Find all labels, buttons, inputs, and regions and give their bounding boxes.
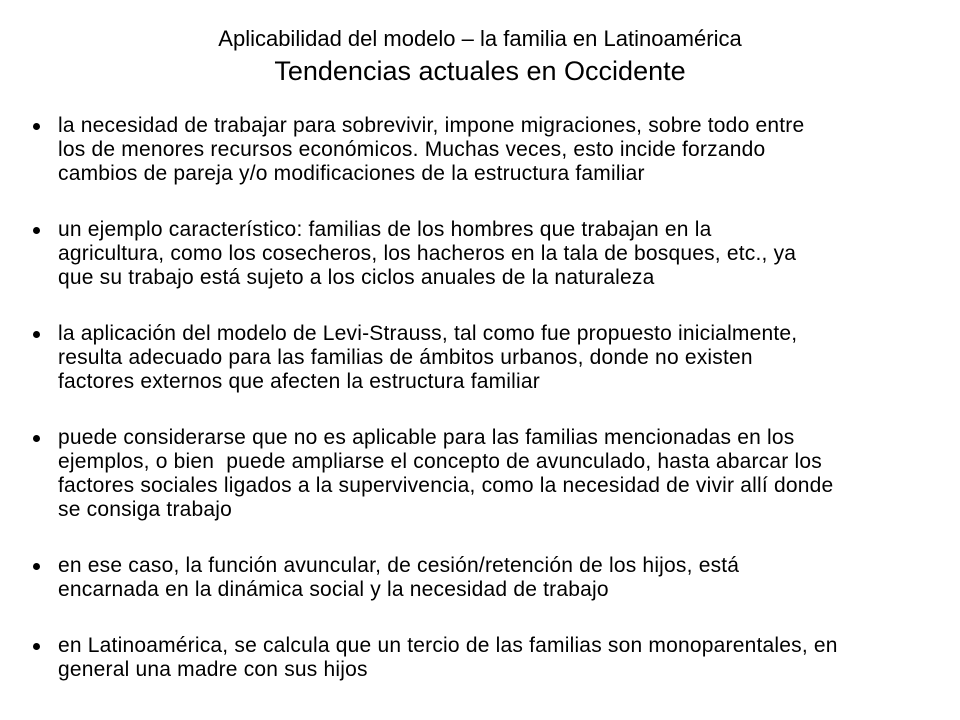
bullet-line: general una madre con sus hijos [58, 658, 368, 681]
bullet-line: en Latinoamérica, se calcula que un tercio de las familias son monoparentales, en [58, 634, 838, 657]
bullet-line: en ese caso, la función avuncular, de cesión/retención de los hijos, está [58, 554, 740, 577]
slide-title: Aplicabilidad del modelo – la familia en Latinoamérica [218, 26, 742, 51]
bullet-icon [33, 563, 40, 570]
bullet-line: encarnada en la dinámica social y la necesidad de trabajo [58, 578, 609, 601]
bullet-icon [33, 227, 40, 234]
title-block [0, 24, 960, 88]
bullet-item [0, 634, 960, 682]
slide-subtitle: Tendencias actuales en Occidente [274, 56, 686, 86]
bullet-line: que su trabajo está sujeto a los ciclos anuales de la naturaleza [58, 266, 655, 289]
bullet-line: ejemplos, o bien puede ampliarse el concepto de avunculado, hasta abarcar los [58, 450, 822, 473]
bullet-icon [33, 123, 40, 130]
bullet-list [0, 114, 960, 682]
bullet-item [0, 114, 960, 186]
bullet-line: un ejemplo característico: familias de los hombres que trabajan en la [58, 218, 712, 241]
bullet-item [0, 322, 960, 394]
bullet-item [0, 426, 960, 522]
bullet-line: puede considerarse que no es aplicable para las familias mencionadas en los [58, 426, 795, 449]
bullet-icon [33, 643, 40, 650]
bullet-item [0, 554, 960, 602]
bullet-line: la aplicación del modelo de Levi-Strauss, tal como fue propuesto inicialmente, [58, 322, 798, 345]
bullet-icon [33, 331, 40, 338]
bullet-line: agricultura, como los cosecheros, los hacheros en la tala de bosques, etc., ya [58, 242, 797, 265]
bullet-line: los de menores recursos económicos. Muchas veces, esto incide forzando [58, 138, 766, 161]
bullet-line: la necesidad de trabajar para sobrevivir, impone migraciones, sobre todo entre [58, 114, 805, 137]
bullet-icon [33, 435, 40, 442]
bullet-line: resulta adecuado para las familias de ámbitos urbanos, donde no existen [58, 346, 753, 369]
bullet-line: factores sociales ligados a la supervivencia, como la necesidad de vivir allí donde [58, 474, 834, 497]
bullet-line: cambios de pareja y/o modificaciones de la estructura familiar [58, 162, 645, 185]
bullet-line: factores externos que afecten la estructura familiar [58, 370, 540, 393]
bullet-line: se consiga trabajo [58, 498, 233, 521]
bullet-item [0, 218, 960, 290]
